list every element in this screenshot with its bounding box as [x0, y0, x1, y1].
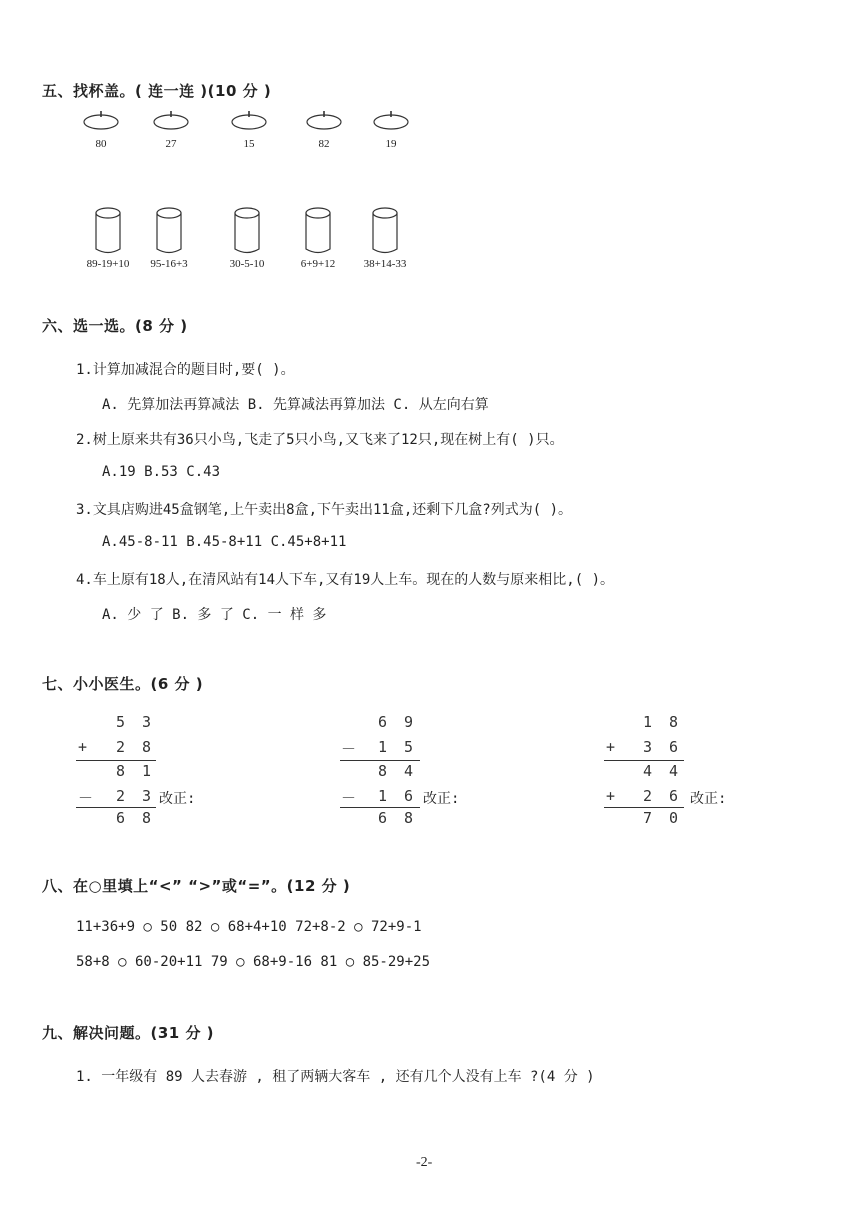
calc-operator: －: [341, 740, 361, 758]
calc-result: 6 8: [378, 809, 418, 827]
calc-operator: －: [341, 789, 361, 807]
lid-label: 82: [318, 138, 330, 150]
calc-operator: +: [78, 738, 92, 756]
calc-operand: 5 3: [116, 713, 156, 731]
question-2: 2.树上原来共有36只小鸟,飞走了5只小鸟,又飞来了12只,现在树上有( )只。: [76, 432, 564, 448]
calc-line: [340, 807, 420, 808]
compare-row-2: 58+8 ○ 60-20+11 79 ○ 68+9-16 81 ○ 85-29+25: [76, 954, 431, 970]
lid-item: [146, 106, 196, 154]
lid-label: 27: [165, 138, 177, 150]
calc-operand: 3 6: [643, 738, 683, 756]
cup-icon: [283, 204, 353, 254]
correction-label: 改正:: [423, 791, 460, 807]
cup-label: 6+9+12: [300, 258, 336, 270]
lid-label: 19: [385, 138, 397, 150]
lid-item: [299, 106, 349, 154]
calc-line: [340, 760, 420, 761]
section8-title: 八、在○里填上“<” “>”或“=”。(12 分 ): [42, 877, 351, 895]
lid-item: [76, 106, 126, 154]
cup-icon: [73, 204, 143, 254]
lid-item: [366, 106, 416, 154]
calc-operand: 6 9: [378, 713, 418, 731]
calc-operator: －: [78, 789, 98, 807]
calc-result: 7 0: [643, 809, 683, 827]
calc-operand: 1 8: [643, 713, 683, 731]
calc-line: [76, 760, 156, 761]
cup-item: [134, 204, 204, 274]
section9-title: 九、解决问题。(31 分 ): [42, 1024, 215, 1042]
lid-label: 15: [243, 138, 255, 150]
question-4: 4.车上原有18人,在清风站有14人下车,又有19人上车。现在的人数与原来相比,( )。: [76, 572, 615, 588]
calc-operator: +: [606, 738, 620, 756]
compare-row-1: 11+36+9 ○ 50 82 ○ 68+4+10 72+8-2 ○ 72+9-1: [76, 919, 422, 935]
lid-icon: [146, 106, 196, 134]
cup-label: 89-19+10: [86, 258, 130, 270]
question-1: 1.计算加减混合的题目时,要( )。: [76, 362, 295, 378]
question-3: 3.文具店购进45盒钢笔,上午卖出8盒,下午卖出11盒,还剩下几盒?列式为( )。: [76, 502, 573, 518]
question-3-options: A.45-8-11 B.45-8+11 C.45+8+11: [102, 534, 347, 550]
calc-result: 4 4: [643, 762, 683, 780]
lid-label: 80: [95, 138, 107, 150]
page-number: -2-: [416, 1155, 433, 1170]
calc-operand: 2 3: [116, 787, 156, 805]
calc-operand: 1 6: [378, 787, 418, 805]
section6-title: 六、选一选。(8 分 ): [42, 317, 188, 335]
lid-icon: [224, 106, 274, 134]
calc-line: [604, 807, 684, 808]
cup-label: 38+14-33: [363, 258, 407, 270]
correction-label: 改正:: [690, 791, 727, 807]
cup-item: [73, 204, 143, 274]
cup-item: [212, 204, 282, 274]
calc-result: 6 8: [116, 809, 156, 827]
section7-title: 七、小小医生。(6 分 ): [42, 675, 204, 693]
question-2-options: A.19 B.53 C.43: [102, 464, 221, 480]
cup-label: 30-5-10: [229, 258, 265, 270]
calc-operator: +: [606, 787, 620, 805]
calc-line: [76, 807, 156, 808]
calc-line: [604, 760, 684, 761]
lid-icon: [76, 106, 126, 134]
cup-label: 95-16+3: [150, 258, 188, 270]
cup-icon: [212, 204, 282, 254]
cup-icon: [350, 204, 420, 254]
lid-icon: [366, 106, 416, 134]
correction-label: 改正:: [159, 791, 196, 807]
lid-item: [224, 106, 274, 154]
calc-operand: 2 6: [643, 787, 683, 805]
cup-item: [350, 204, 420, 274]
calc-result: 8 1: [116, 762, 156, 780]
question-4-options: A. 少 了 B. 多 了 C. 一 样 多: [102, 607, 327, 623]
cup-icon: [134, 204, 204, 254]
cup-item: [283, 204, 353, 274]
problem-1: 1. 一年级有 89 人去春游 , 租了两辆大客车 , 还有几个人没有上车 ?(4 分 ): [76, 1069, 595, 1085]
lid-icon: [299, 106, 349, 134]
calc-result: 8 4: [378, 762, 418, 780]
calc-operand: 1 5: [378, 738, 418, 756]
question-1-options: A. 先算加法再算减法 B. 先算减法再算加法 C. 从左向右算: [102, 397, 489, 413]
calc-operand: 2 8: [116, 738, 156, 756]
section5-title: 五、找杯盖。( 连一连 )(10 分 ): [42, 82, 272, 100]
